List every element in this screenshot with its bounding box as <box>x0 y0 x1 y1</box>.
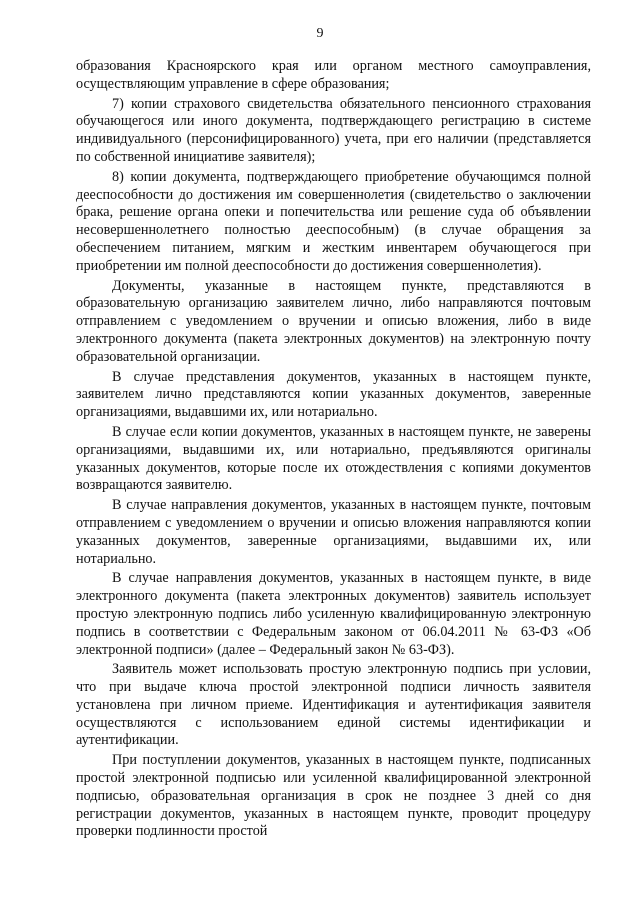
paragraph-unverified-copies: В случае если копии документов, указанных в настоящем пункте, не заверены организациями, выдавшими их, или нотариально, предъявляются оригиналы указанных документов, которые после их отождествления с копиями документов возвращаются заявителю. <box>76 423 591 494</box>
paragraph-item-7: 7) копии страхового свидетельства обязательного пенсионного страхования обучающегося или иного документа, подтверждающего регистрацию в системе индивидуального (персонифицированного) учета, при его наличии (представляется по собственной инициативе заявителя); <box>76 95 591 165</box>
paragraph-signature-verification: При поступлении документов, указанных в настоящем пункте, подписанных простой электронной подписью или усиленной квалифицированной электронной подписью, образовательная организация в срок не позднее 3 дней со дня регистрации документов, указанных в настоящем пункте, проводит процедуру проверки подлинности простой <box>76 752 591 840</box>
paragraph-submission-methods: Документы, указанные в настоящем пункте, представляются в образовательную организацию заявителем лично, либо направляются почтовым отправлением с уведомлением о вручении и описью вложения, либо в виде электронного документа (пакета электронных документов) на электронную почту образовательной организации. <box>76 277 591 365</box>
paragraph-personal-submission: В случае представления документов, указанных в настоящем пункте, заявителем лично представляются копии указанных документов, заверенные организациями, выдавшими их, или нотариально. <box>76 368 591 421</box>
paragraph-simple-signature: Заявитель может использовать простую электронную подпись при условии, что при выдаче ключа простой электронной подписи личность заявителя установлена при личном приеме. Идентификация и аутентификация заявителя осуществляются с использованием единой системы идентификации и аутентификации. <box>76 661 591 749</box>
page-number: 9 <box>316 26 324 41</box>
paragraph-item-8: 8) копии документа, подтверждающего приобретение обучающимся полной дееспособности до достижения им совершеннолетия (свидетельство о заключении брака, решение органа опеки и попечительства или решение суда об объявлении несовершеннолетнего полностью дееспособным) (в случае обращения за обеспечением питанием, мягким и жестким инвентарем обучающегося при приобретении им полной дееспособности до достижения совершеннолетия). <box>76 168 591 274</box>
document-body <box>76 58 591 843</box>
paragraph-electronic-submission: В случае направления документов, указанных в настоящем пункте, в виде электронного документа (пакета электронных документов) заявитель использует простую электронную подпись либо усиленную квалифицированную электронную подпись в соответствии с Федеральным законом от 06.04.2011 № 63-ФЗ «Об электронной подписи» (далее – Федеральный закон № 63-ФЗ). <box>76 570 591 658</box>
paragraph-postal-submission: В случае направления документов, указанных в настоящем пункте, почтовым отправлением с уведомлением о вручении и описью вложения направляются копии указанных документов, заверенные организациями, выдавшими их, или нотариально. <box>76 497 591 567</box>
paragraph-continuation: образования Красноярского края или органом местного самоуправления, осуществляющим управление в сфере образования; <box>76 58 591 92</box>
